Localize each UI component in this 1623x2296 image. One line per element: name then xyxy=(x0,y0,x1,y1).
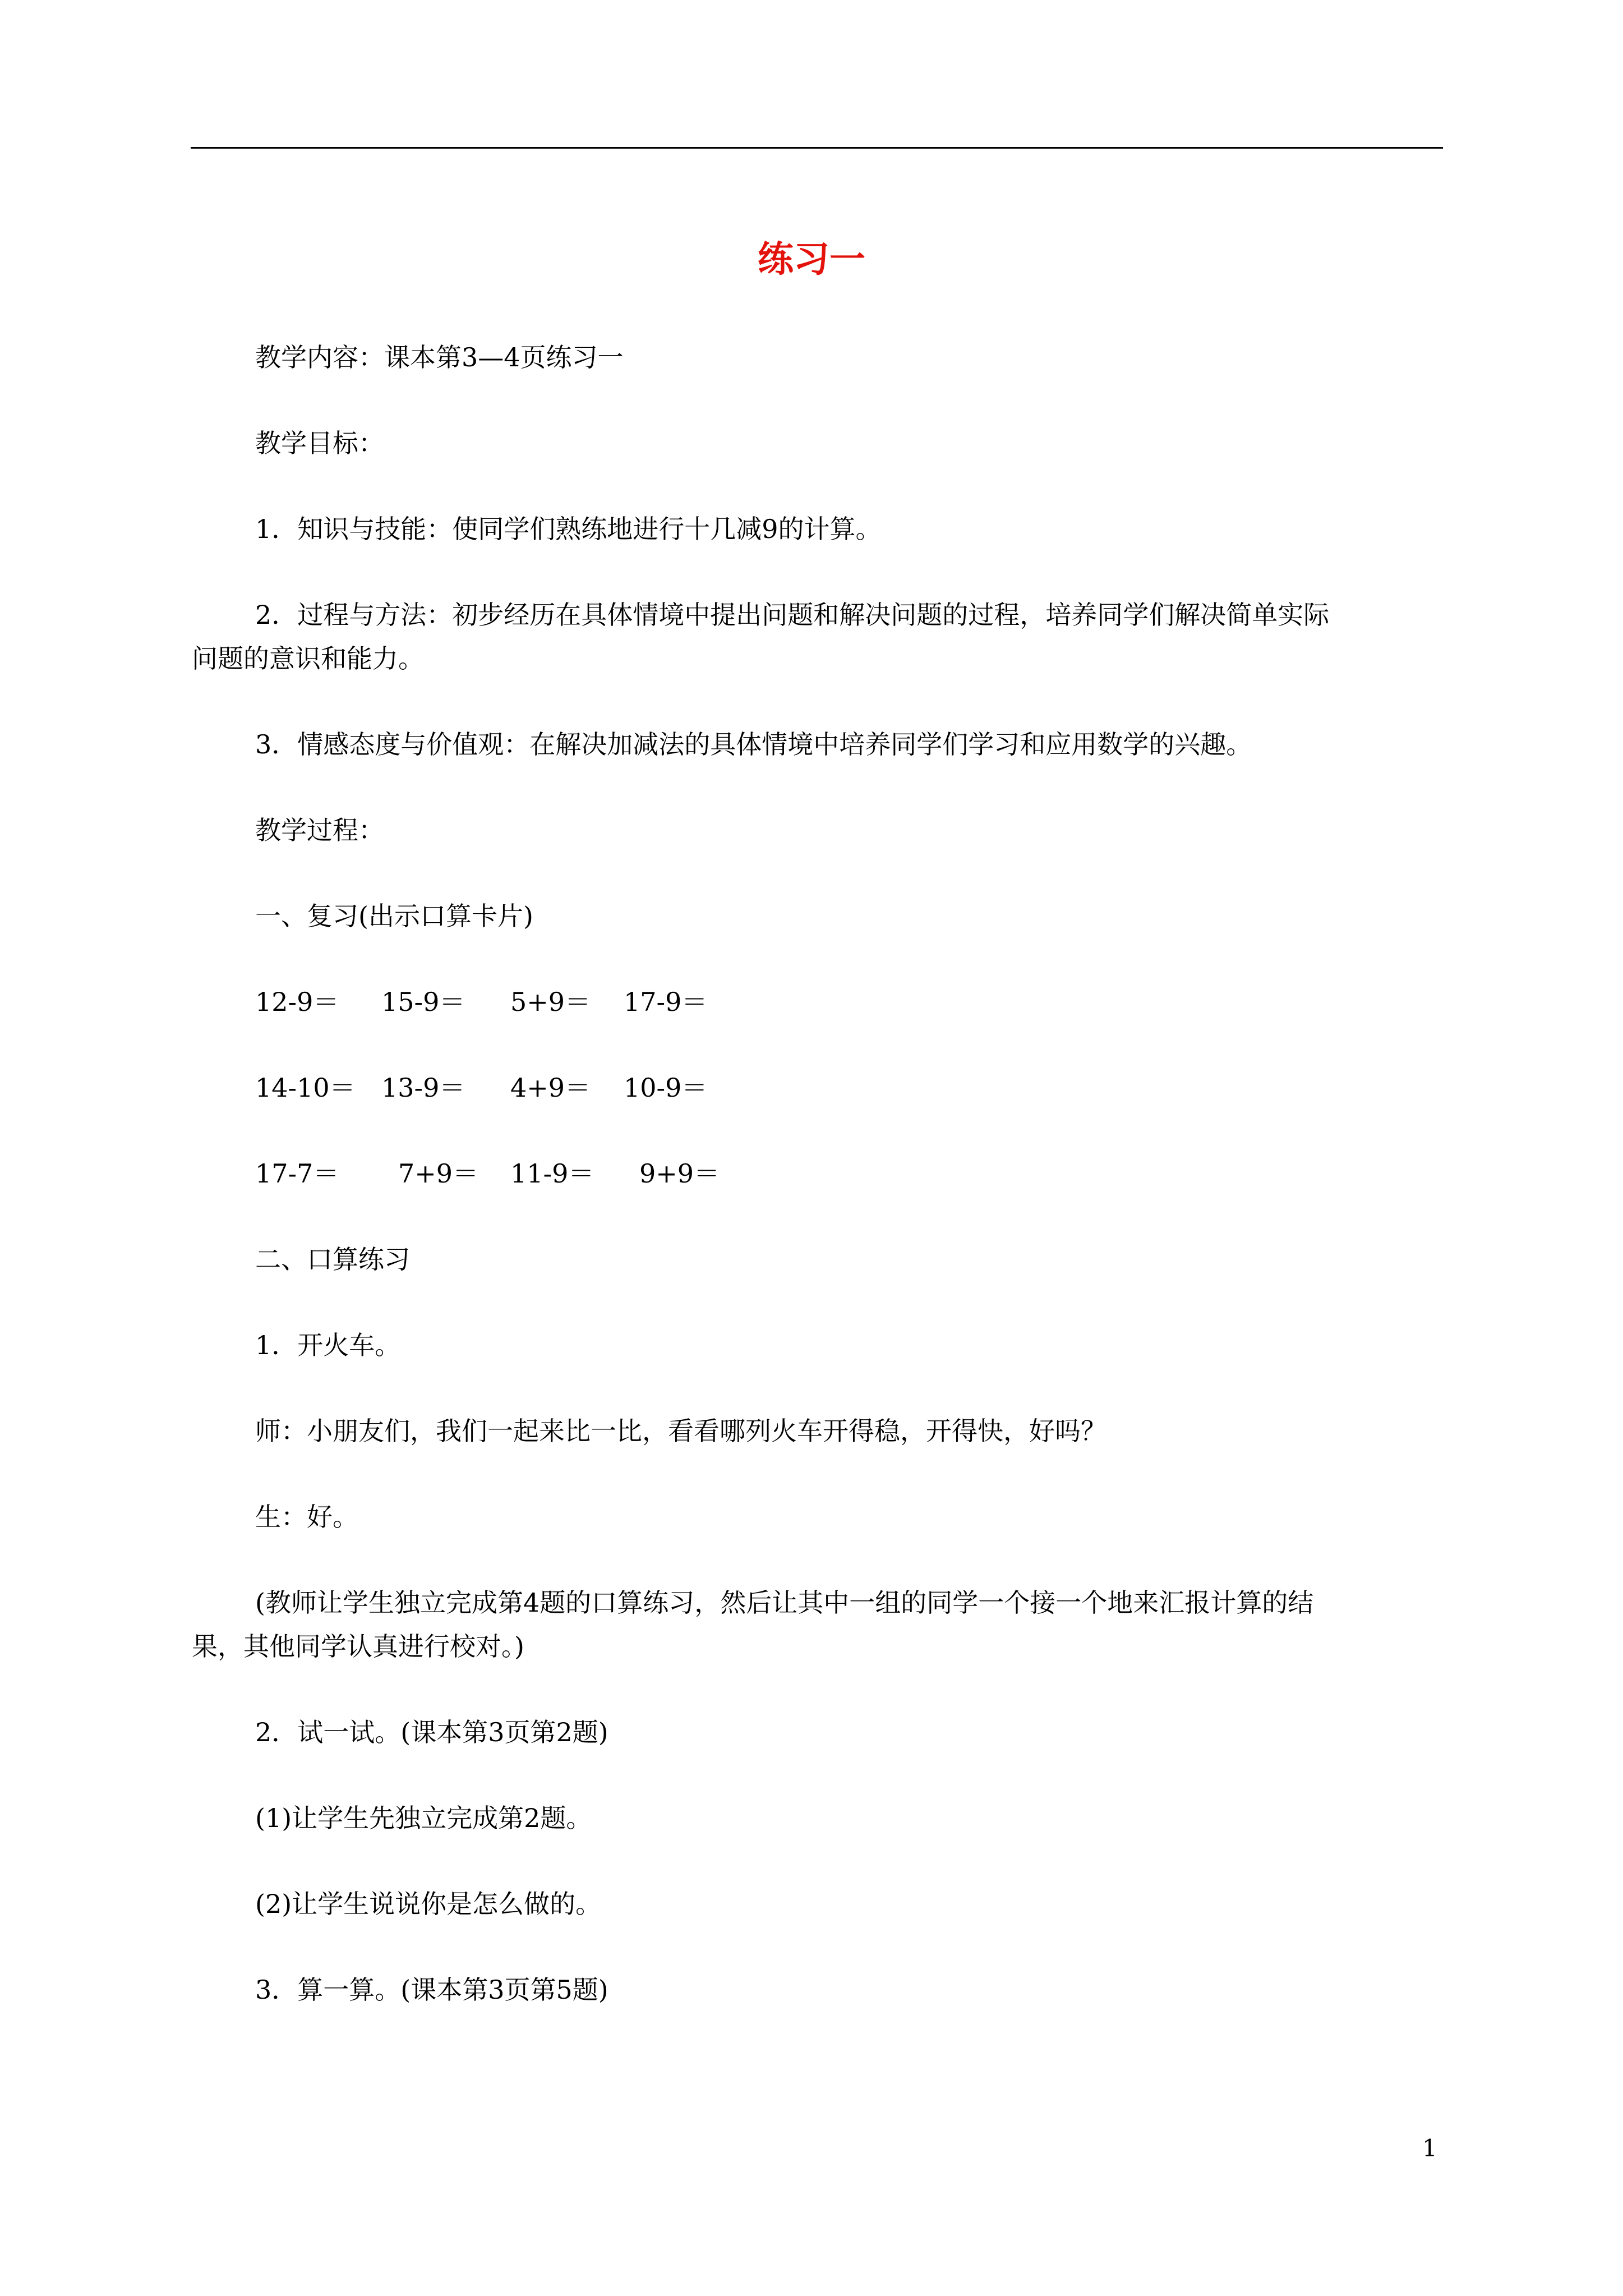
teaching-content: 教学内容：课本第3—4页练习一 xyxy=(255,342,624,372)
item-1: 1．开火车。 xyxy=(255,1330,401,1360)
document-body xyxy=(192,335,1443,2054)
goal-2-line-2: 问题的意识和能力。 xyxy=(192,643,424,674)
process-heading: 教学过程： xyxy=(255,815,384,845)
card-item: 15-9＝ xyxy=(381,987,465,1017)
teacher-note xyxy=(192,1581,1443,1668)
card-row-3 xyxy=(255,1152,1443,1195)
card-item: 9+9＝ xyxy=(639,1158,720,1189)
item-2-sub-1: (1)让学生先独立完成第2题。 xyxy=(255,1803,592,1833)
card-item: 10-9＝ xyxy=(624,1073,708,1103)
review-heading: 一、复习(出示口算卡片) xyxy=(255,901,533,931)
teacher-note-line-2: 果，其他同学认真进行校对。) xyxy=(192,1631,524,1662)
goal-3: 3．情感态度与价值观：在解决加减法的具体情境中培养同学们学习和应用数学的兴趣。 xyxy=(255,729,1252,760)
goal-2-line-1: 2．过程与方法：初步经历在具体情境中提出问题和解决问题的过程，培养同学们解决简单实际 xyxy=(255,600,1330,630)
goal-2 xyxy=(192,593,1443,680)
card-item: 7+9＝ xyxy=(398,1158,479,1189)
page-number: 1 xyxy=(1422,2134,1437,2162)
item-3: 3．算一算。(课本第3页第5题) xyxy=(255,1975,608,2005)
header-rule xyxy=(191,147,1443,149)
card-item: 12-9＝ xyxy=(255,987,339,1017)
card-item: 5+9＝ xyxy=(510,987,591,1017)
goals-heading: 教学目标： xyxy=(255,428,384,458)
student-line: 生：好。 xyxy=(255,1502,358,1532)
card-row-1 xyxy=(255,980,1443,1024)
card-item: 14-10＝ xyxy=(255,1073,356,1103)
card-item: 13-9＝ xyxy=(381,1073,465,1103)
item-2: 2．试一试。(课本第3页第2题) xyxy=(255,1717,608,1747)
goal-1: 1．知识与技能：使同学们熟练地进行十几减9的计算。 xyxy=(255,514,882,544)
card-item: 11-9＝ xyxy=(510,1158,594,1189)
oral-practice-heading: 二、口算练习 xyxy=(255,1244,410,1274)
card-item: 17-7＝ xyxy=(255,1158,339,1189)
teacher-line: 师：小朋友们，我们一起来比一比，看看哪列火车开得稳，开得快，好吗？ xyxy=(255,1416,1106,1446)
teacher-note-line-1: (教师让学生独立完成第4题的口算练习，然后让其中一组的同学一个接一个地来汇报计算的结 xyxy=(255,1588,1314,1618)
page-title: 练习一 xyxy=(758,238,865,280)
card-item: 17-9＝ xyxy=(624,987,708,1017)
card-item: 4+9＝ xyxy=(510,1073,591,1103)
item-2-sub-2: (2)让学生说说你是怎么做的。 xyxy=(255,1889,602,1919)
card-row-2 xyxy=(255,1066,1443,1110)
